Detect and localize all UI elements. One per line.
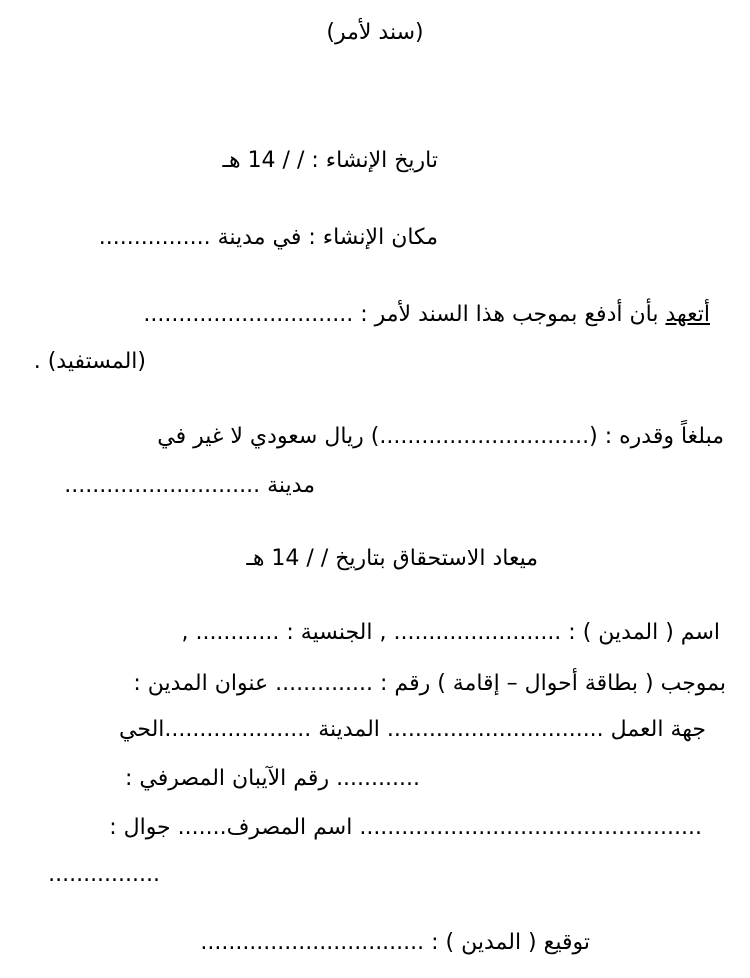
beneficiary-line: (المستفيد) . — [33, 349, 146, 374]
pledge-text: بأن أدفع بموجب هذا السند لأمر : .............................. — [143, 302, 666, 327]
debtor-signature-line: توقيع ( المدين ) : ................................ — [200, 930, 590, 955]
debtor-name-line: اسم ( المدين ) : ........................ , الجنسية : ............ , — [181, 620, 720, 645]
debtor-work-line: جهة العمل ............................... المدينة .....................الحي — [119, 717, 706, 742]
document-title: (سند لأمر) — [326, 20, 424, 45]
creation-place-line: مكان الإنشاء : في مدينة ................ — [98, 225, 438, 250]
amount-line: مبلغاً وقدره : (..............................) ريال سعودي لا غير في — [157, 424, 724, 449]
debtor-bank-line: ................................................. اسم المصرف....... جوال : — [109, 815, 702, 840]
debtor-id-line: بموجب ( بطاقة أحوال – إقامة ) رقم : .............. عنوان المدين : — [133, 671, 726, 696]
amount-city-line: مدينة ............................ — [64, 473, 315, 498]
debtor-iban-line: ............ رقم الآيبان المصرفي : — [125, 766, 420, 791]
due-date-line: ميعاد الاستحقاق بتاريخ / / 14 هـ — [246, 546, 538, 571]
pledge-line — [143, 300, 710, 330]
pledge-word: أتعهد — [665, 302, 710, 327]
debtor-tail-line: ................ — [48, 862, 160, 887]
creation-date-line: تاريخ الإنشاء : / / 14 هـ — [222, 148, 438, 173]
